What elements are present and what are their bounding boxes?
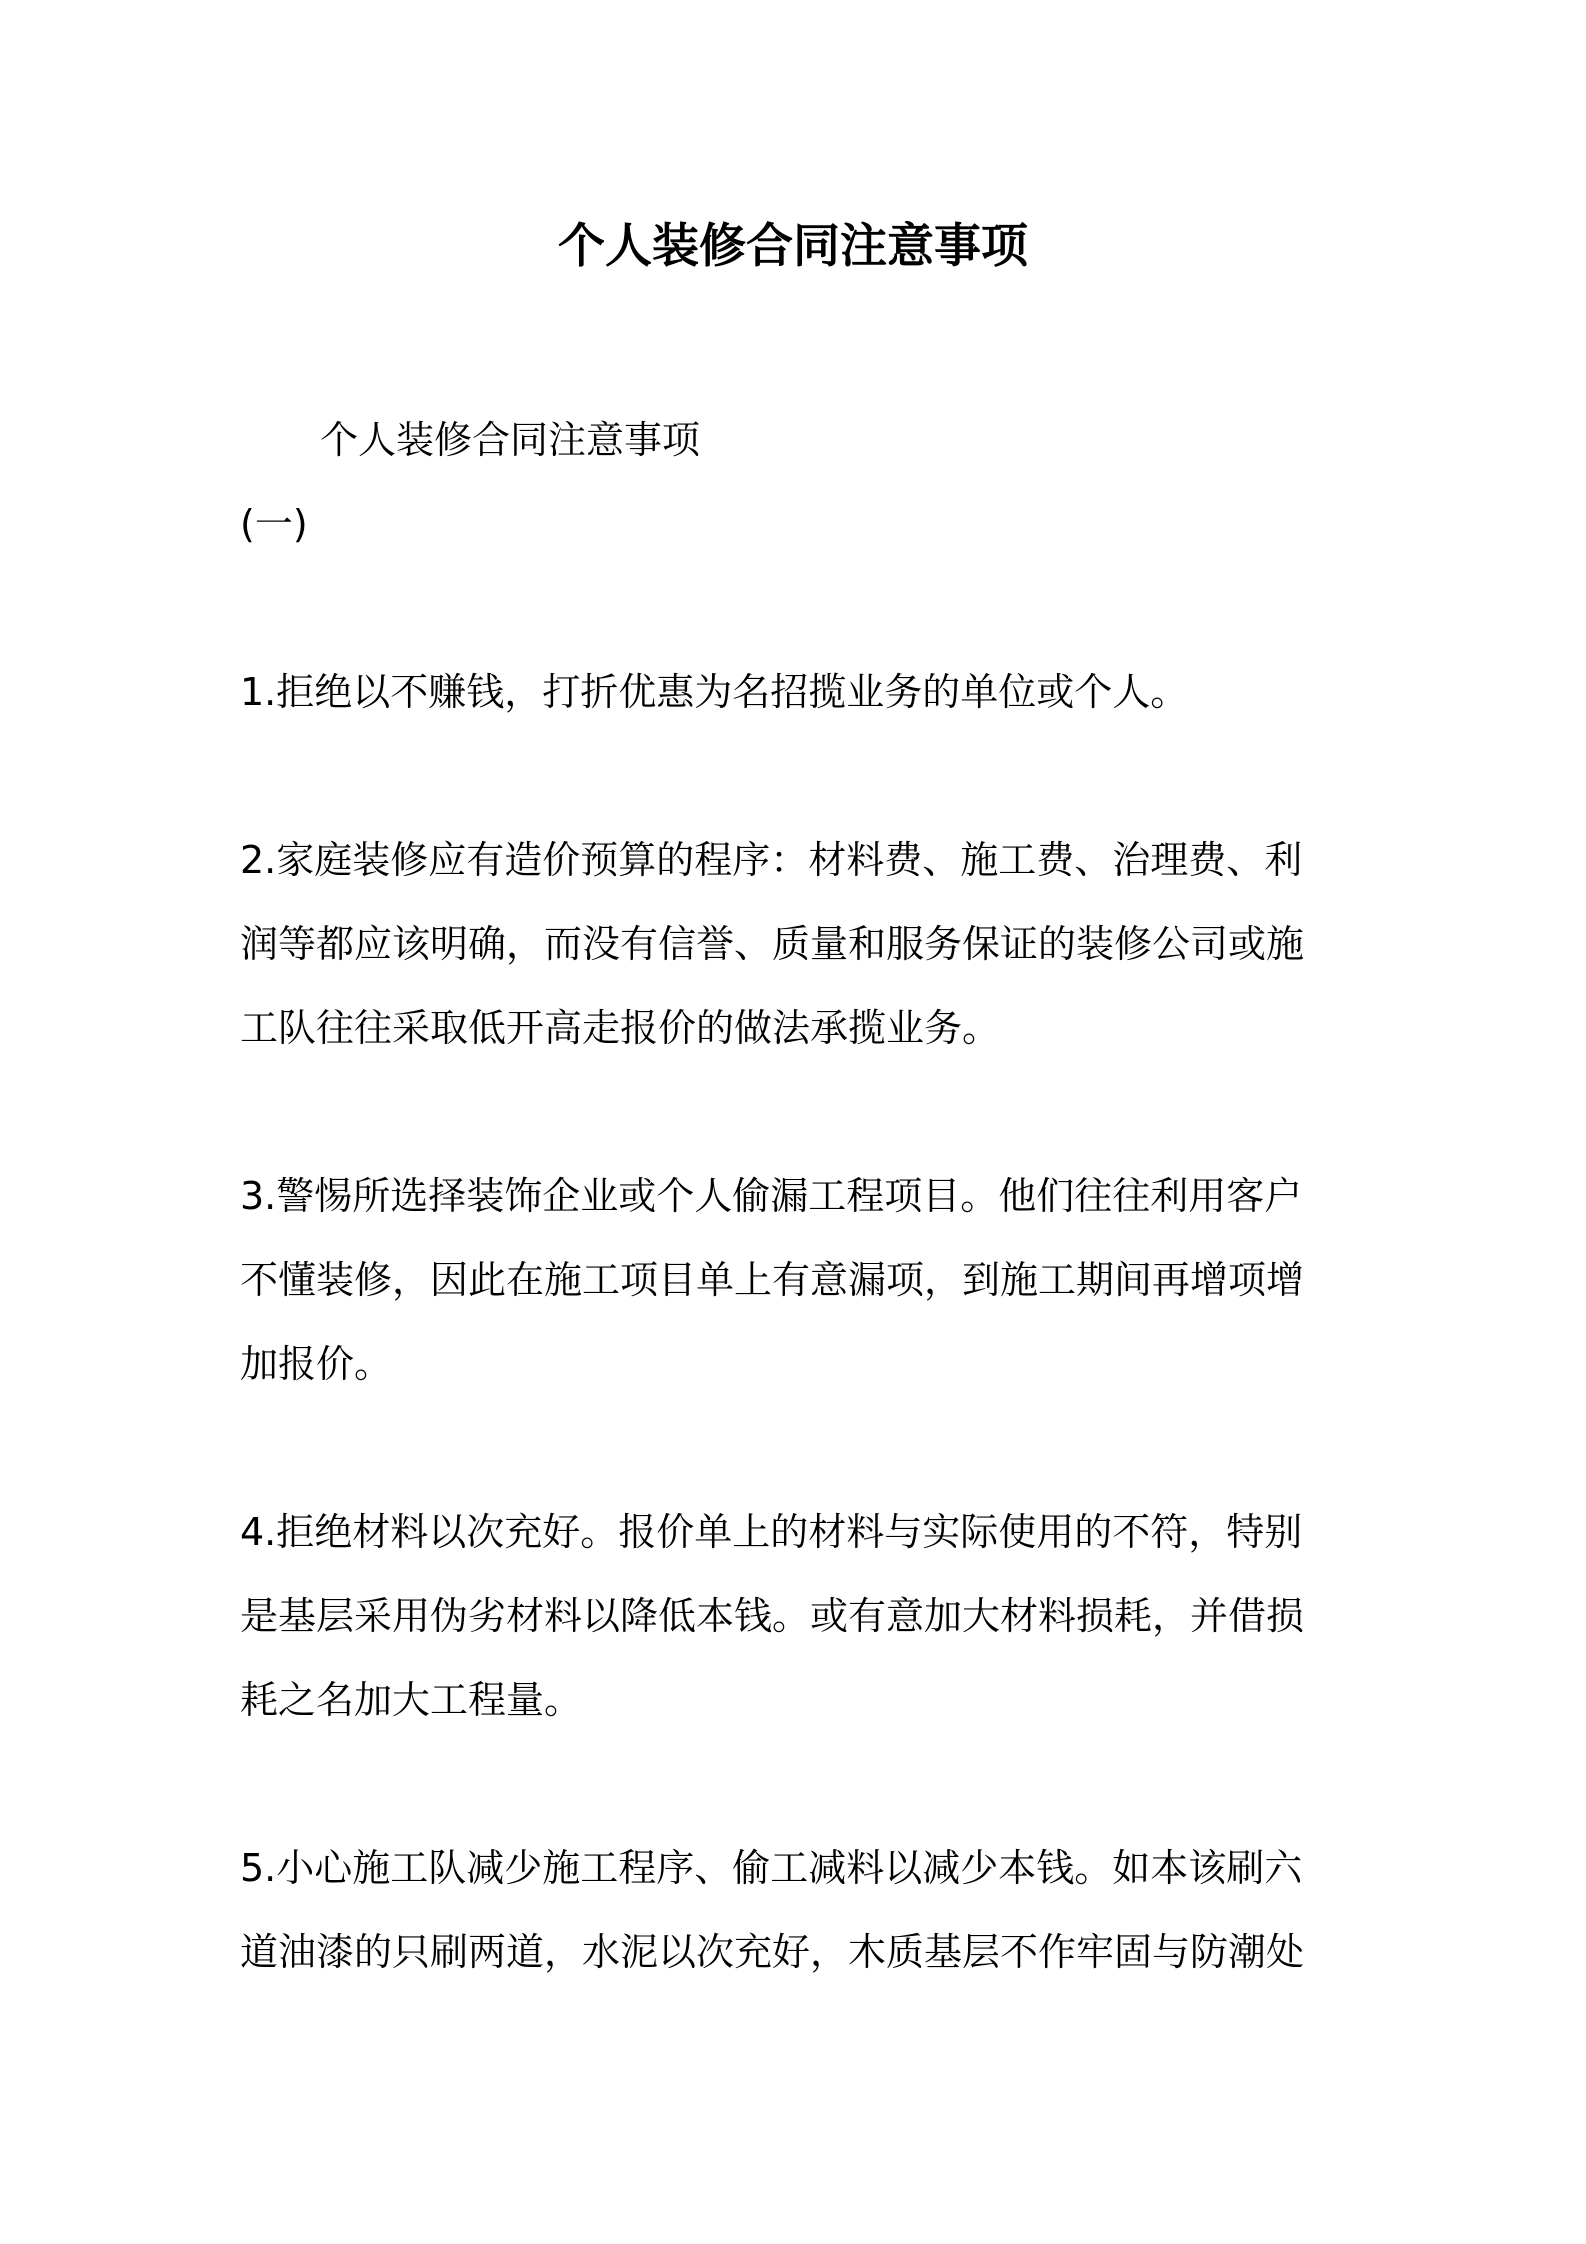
list-item-4-line-2: 是基层采用伪劣材料以降低本钱。或有意加大材料损耗，并借损 (240, 1594, 1305, 1638)
document-subtitle: 个人装修合同注意事项 (320, 418, 701, 462)
list-item-5-line-2: 道油漆的只刷两道，水泥以次充好，木质基层不作牢固与防潮处 (240, 1930, 1305, 1974)
section-number: (一) (240, 502, 308, 546)
document-title: 个人装修合同注意事项 (558, 219, 1028, 274)
list-item-2-line-1: 2.家庭装修应有造价预算的程序：材料费、施工费、治理费、利 (240, 838, 1303, 882)
list-item-2 (240, 818, 1350, 1070)
list-item-3-line-2: 不懂装修，因此在施工项目单上有意漏项，到施工期间再增项增 (240, 1258, 1305, 1302)
list-item-4-line-1: 4.拒绝材料以次充好。报价单上的材料与实际使用的不符，特别 (240, 1510, 1303, 1554)
list-item-2-line-2: 润等都应该明确，而没有信誉、质量和服务保证的装修公司或施 (240, 922, 1305, 966)
list-item-2-line-3: 工队往往采取低开高走报价的做法承揽业务。 (240, 1006, 1001, 1050)
list-item-3 (240, 1154, 1350, 1406)
list-item-3-line-1: 3.警惕所选择装饰企业或个人偷漏工程项目。他们往往利用客户 (240, 1174, 1303, 1218)
list-item-3-line-3: 加报价。 (240, 1342, 393, 1386)
list-item-5-line-1: 5.小心施工队减少施工程序、偷工减料以减少本钱。如本该刷六 (240, 1846, 1303, 1890)
list-item-4-line-3: 耗之名加大工程量。 (240, 1678, 583, 1722)
list-item-5 (240, 1826, 1350, 1994)
list-item-4 (240, 1490, 1350, 1742)
list-item-1-line-1: 1.拒绝以不赚钱，打折优惠为名招揽业务的单位或个人。 (240, 670, 1189, 714)
list-item-1 (240, 650, 1350, 734)
